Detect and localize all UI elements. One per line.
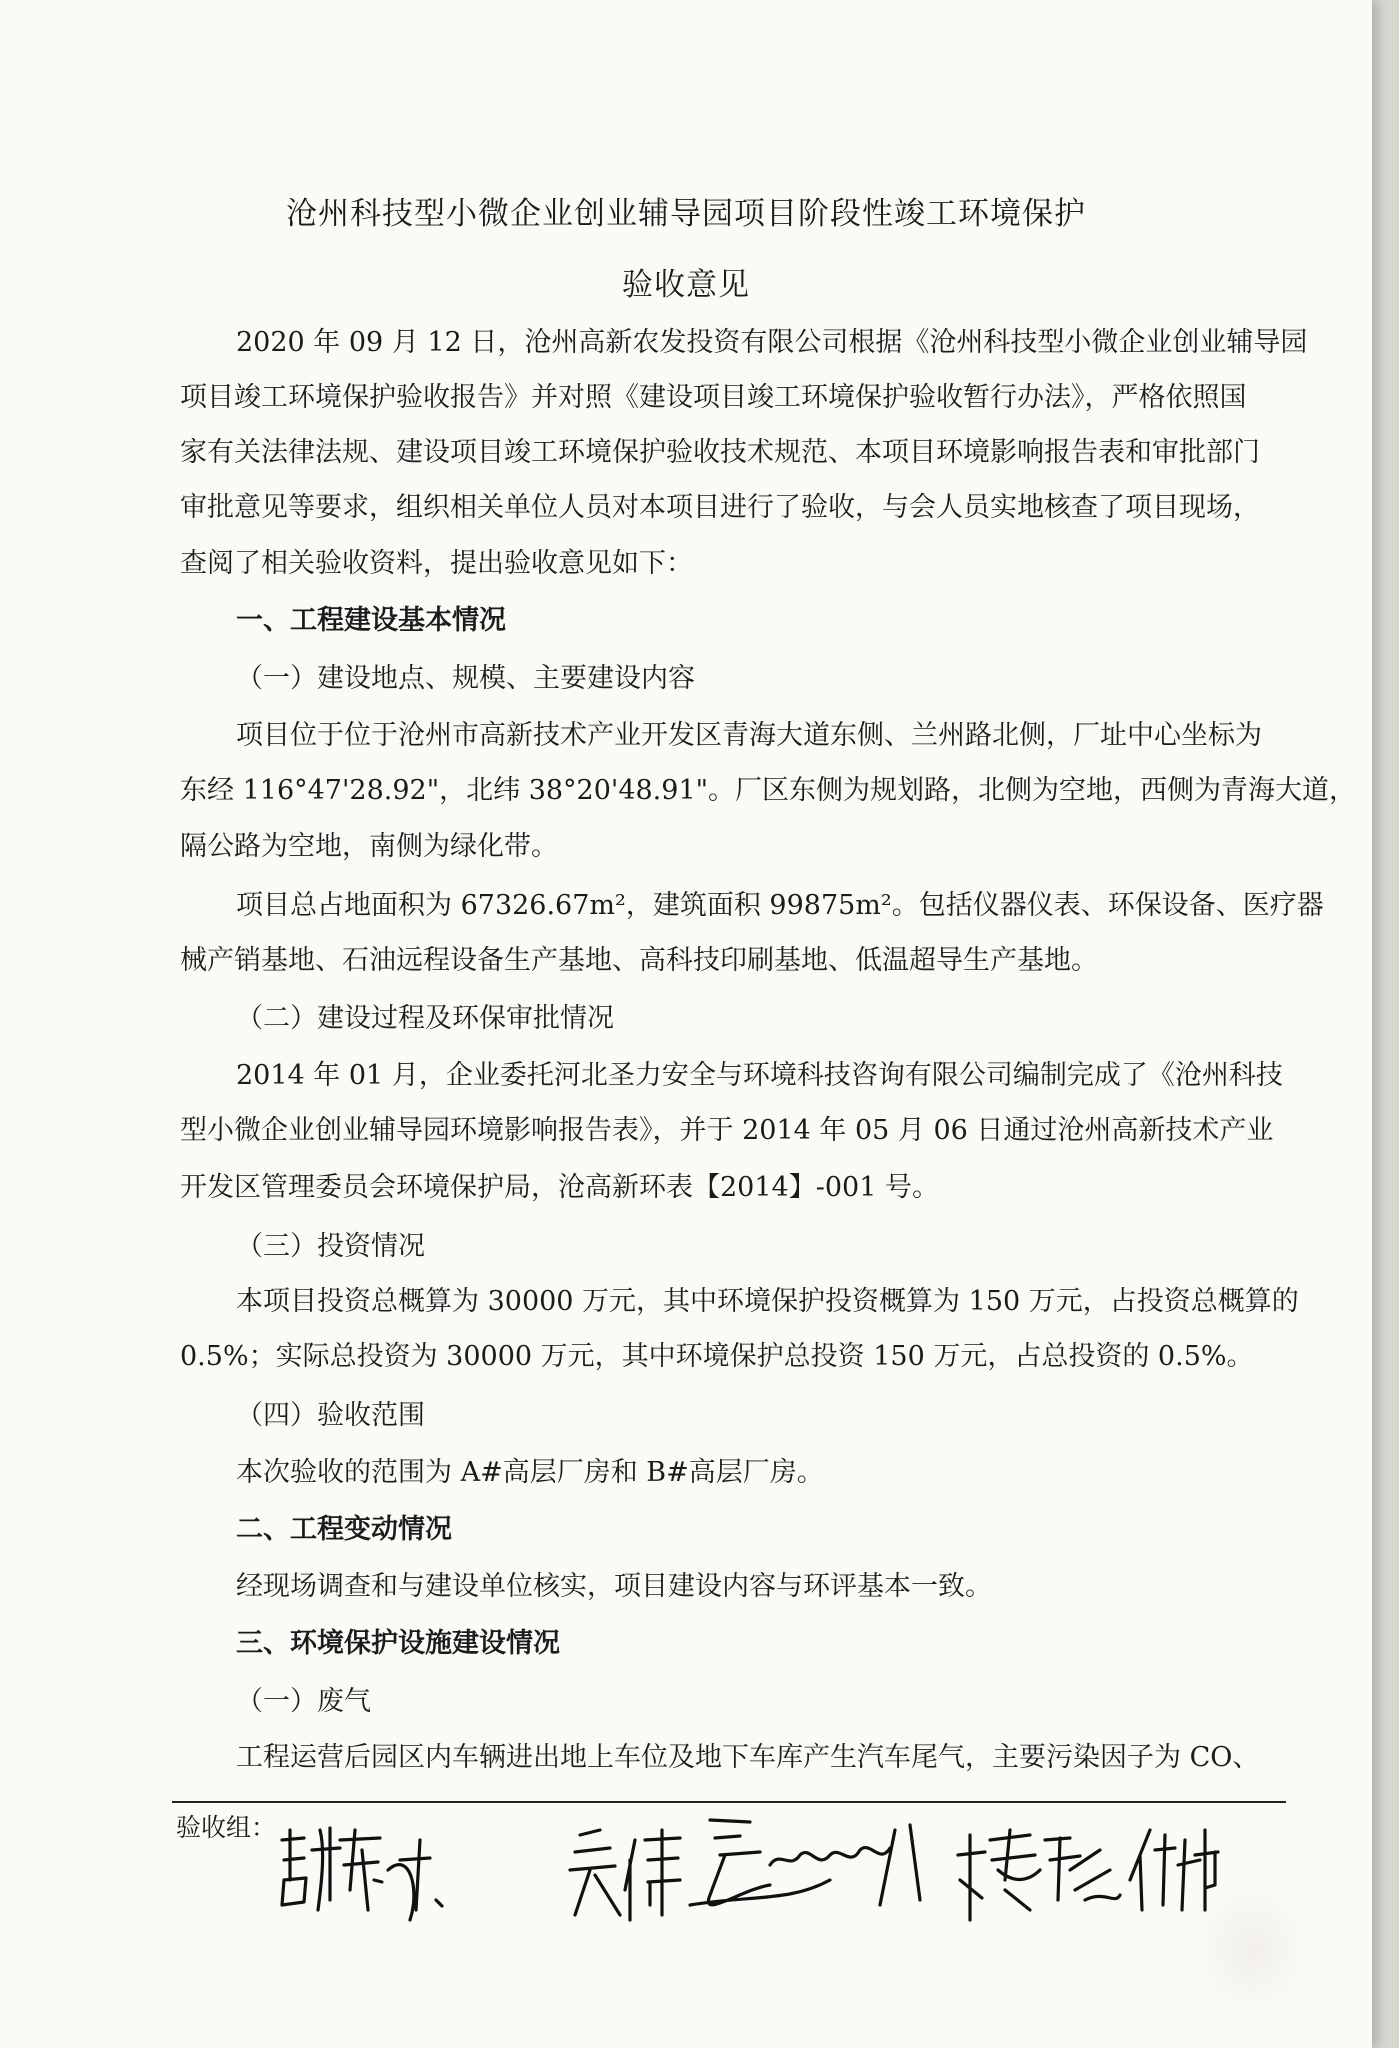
- body-line: 本项目投资总概算为 30000 万元，其中环境保护投资概算为 150 万元，占投资总概算的: [236, 1286, 1299, 1317]
- subsection-heading: （四）验收范围: [236, 1400, 425, 1431]
- document-title: 沧州科技型小微企业创业辅导园项目阶段性竣工环境保护: [286, 196, 1086, 232]
- subsection-heading: （一）废气: [236, 1686, 371, 1717]
- body-line: 项目总占地面积为 67326.67m²，建筑面积 99875m²。包括仪器仪表、环保设备、医疗器: [236, 890, 1324, 921]
- body-line: 工程运营后园区内车辆进出地上车位及地下车库产生汽车尾气，主要污染因子为 CO、: [236, 1742, 1260, 1773]
- signature-divider: [172, 1801, 1286, 1803]
- subsection-heading: （二）建设过程及环保审批情况: [236, 1003, 614, 1034]
- body-line: 项目位于位于沧州市高新技术产业开发区青海大道东侧、兰州路北侧，厂址中心坐标为: [236, 720, 1262, 751]
- signature-2: [570, 1830, 680, 1920]
- body-line: 查阅了相关验收资料，提出验收意见如下：: [180, 548, 693, 579]
- body-line: 2020 年 09 月 12 日，沧州高新农发投资有限公司根据《沧州科技型小微企业创业辅导园: [236, 327, 1308, 358]
- body-line: 隔公路为空地，南侧为绿化带。: [180, 831, 558, 862]
- signature-4: [958, 1830, 1120, 1920]
- handwritten-signatures: [270, 1810, 1270, 1930]
- body-line: 经现场调查和与建设单位核实，项目建设内容与环评基本一致。: [236, 1571, 992, 1602]
- body-line: 家有关法律法规、建设项目竣工环境保护验收技术规范、本项目环境影响报告表和审批部门: [180, 437, 1260, 468]
- body-line: 审批意见等要求，组织相关单位人员对本项目进行了验收，与会人员实地核查了项目现场，: [180, 492, 1260, 523]
- section-heading: 一、工程建设基本情况: [236, 605, 506, 636]
- document-subtitle: 验收意见: [622, 267, 750, 303]
- body-line: 型小微企业创业辅导园环境影响报告表》，并于 2014 年 05 月 06 日通过沧州高新技术产业: [180, 1115, 1274, 1146]
- body-line: 械产销基地、石油远程设备生产基地、高科技印刷基地、低温超导生产基地。: [180, 945, 1098, 976]
- signature-3: [690, 1820, 920, 1905]
- body-line: 开发区管理委员会环境保护局，沧高新环表【2014】-001 号。: [180, 1172, 939, 1203]
- signature-1: [282, 1828, 442, 1920]
- paper-stain: [1192, 1880, 1312, 2020]
- signature-label: 验收组：: [176, 1813, 277, 1842]
- body-line: 本次验收的范围为 A#高层厂房和 B#高层厂房。: [236, 1457, 824, 1488]
- section-heading: 二、工程变动情况: [236, 1514, 452, 1545]
- subsection-heading: （一）建设地点、规模、主要建设内容: [236, 663, 695, 694]
- subsection-heading: （三）投资情况: [236, 1231, 425, 1262]
- body-line: 0.5%；实际总投资为 30000 万元，其中环境保护总投资 150 万元，占总投资的 0.5%。: [180, 1341, 1254, 1372]
- body-line: 2014 年 01 月，企业委托河北圣力安全与环境科技咨询有限公司编制完成了《沧州科技: [236, 1060, 1283, 1091]
- body-line: 东经 116°47'28.92"，北纬 38°20'48.91"。厂区东侧为规划路，北侧为空地，西侧为青海大道，: [180, 775, 1357, 806]
- body-line: 项目竣工环境保护验收报告》并对照《建设项目竣工环境保护验收暂行办法》，严格依照国: [180, 382, 1247, 413]
- section-heading: 三、环境保护设施建设情况: [236, 1628, 560, 1659]
